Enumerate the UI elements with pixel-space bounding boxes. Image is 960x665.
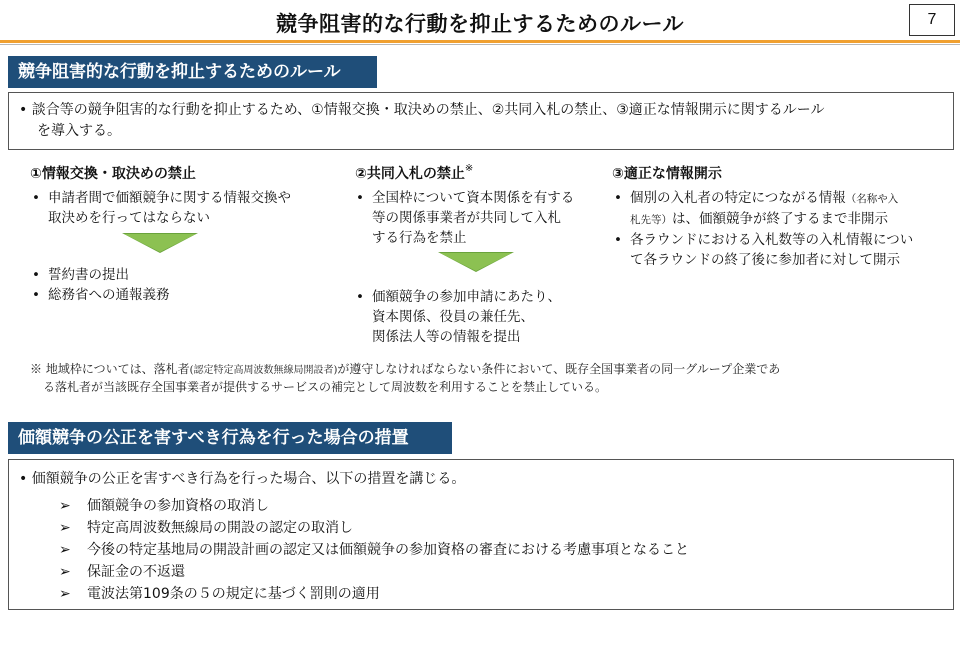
col2-post-line2: 資本関係、役員の兼任先、 <box>372 309 534 325</box>
col2-post-line3: 関係法人等の情報を提出 <box>372 329 521 345</box>
section1-summary-box <box>8 92 954 150</box>
bullet-dot: • <box>614 232 622 248</box>
arrow-bullet-icon: ➢ <box>59 564 71 580</box>
footnote-line1-part1: ※ 地域枠については、落札者 <box>30 362 190 376</box>
section2-intro: • 価額競争の公正を害すべき行為を行った場合、以下の措置を講じる。 <box>19 471 466 487</box>
col3-line4: て各ラウンドの終了後に参加者に対して開示 <box>630 252 900 268</box>
measure-item <box>59 584 380 604</box>
title-underline-grey <box>0 44 960 45</box>
bullet-dot: • <box>356 190 364 206</box>
col2-post-bullet <box>356 287 561 347</box>
col3-line2a: 札先等） <box>630 214 672 226</box>
measure-item <box>59 518 353 538</box>
down-triangle-icon <box>438 252 514 272</box>
bullet-dot: • <box>32 287 40 303</box>
col3-title: ③適正な情報開示 <box>612 166 722 182</box>
col1-post-line2: 総務省への通報義務 <box>48 287 170 303</box>
bullet-dot: • <box>356 289 364 305</box>
measure-text: 電波法第109条の５の規定に基づく罰則の適用 <box>87 586 380 602</box>
arrow-bullet-icon: ➢ <box>59 498 71 514</box>
footnote-line2: る落札者が当該既存全国事業者が提供するサービスの補完として周波数を利用することを禁止している。 <box>43 380 608 394</box>
bullet-dot: • <box>32 267 40 283</box>
measure-text: 特定高周波数無線局の開設の認定の取消し <box>87 520 353 536</box>
measure-text: 価額競争の参加資格の取消し <box>87 498 269 514</box>
col2-pre-line1: 全国枠について資本関係を有する <box>372 190 575 206</box>
bullet-dot: • <box>614 190 622 206</box>
measure-text: 今後の特定基地局の開設計画の認定又は価額競争の参加資格の審査における考慮事項となること <box>87 542 689 558</box>
col3-line3: 各ラウンドにおける入札数等の入札情報につい <box>630 232 914 248</box>
col1-post-line1: 誓約書の提出 <box>48 267 129 283</box>
col1-pre-bullet <box>32 188 291 228</box>
arrow-bullet-icon: ➢ <box>59 542 71 558</box>
col3-bullets <box>614 188 914 270</box>
col2-title <box>355 163 473 183</box>
col1-post-bullets <box>32 265 170 305</box>
title-underline-orange <box>0 40 960 43</box>
measure-text: 保証金の不返還 <box>87 564 185 580</box>
measure-item <box>59 496 269 516</box>
page-title: 競争阻害的な行動を抑止するためのルール <box>275 12 685 36</box>
col2-post-line1: 価額競争の参加申請にあたり、 <box>372 289 561 305</box>
footnote-line1 <box>30 360 780 380</box>
down-triangle-icon <box>122 233 198 253</box>
page-number: 7 <box>909 4 955 36</box>
section2-header: 価額競争の公正を害すべき行為を行った場合の措置 <box>8 422 452 454</box>
section1-summary-line1: • 談合等の競争阻害的な行動を抑止するため、①情報交換・取決めの禁止、②共同入札の禁止、③適正な情報開示に関するルール <box>19 102 825 118</box>
col3-line1a: 個別の入札者の特定につながる情報 <box>630 190 846 206</box>
col1-pre-line1: 申請者間で価額競争に関する情報交換や <box>48 190 291 206</box>
col1-pre-line2: 取決めを行ってはならない <box>48 210 210 226</box>
section2-measures-box <box>8 459 954 610</box>
section1-header: 競争阻害的な行動を抑止するためのルール <box>8 56 377 88</box>
col3-line1b: （名称や入 <box>845 193 899 205</box>
col2-pre-bullet <box>356 188 575 248</box>
col1-title: ①情報交換・取決めの禁止 <box>30 166 196 182</box>
measure-item <box>59 562 185 582</box>
footnote-line1-part3: が遵守しなければならない条件において、既存全国事業者の同一グループ企業であ <box>337 362 781 376</box>
col2-title-text: ②共同入札の禁止 <box>355 166 465 182</box>
section1-summary-line2: を導入する。 <box>37 123 121 139</box>
arrow-bullet-icon: ➢ <box>59 586 71 602</box>
col3-line2b: は、価額競争が終了するまで非開示 <box>672 211 888 227</box>
arrow-bullet-icon: ➢ <box>59 520 71 536</box>
bullet-dot: • <box>32 190 40 206</box>
col2-pre-line3: する行為を禁止 <box>372 230 467 246</box>
col2-pre-line2: 等の関係事業者が共同して入札 <box>372 210 561 226</box>
footnote-line1-part2: (認定特定高周波数無線局開設者) <box>189 365 338 376</box>
col2-title-mark: ※ <box>464 163 474 174</box>
measure-item <box>59 540 689 560</box>
